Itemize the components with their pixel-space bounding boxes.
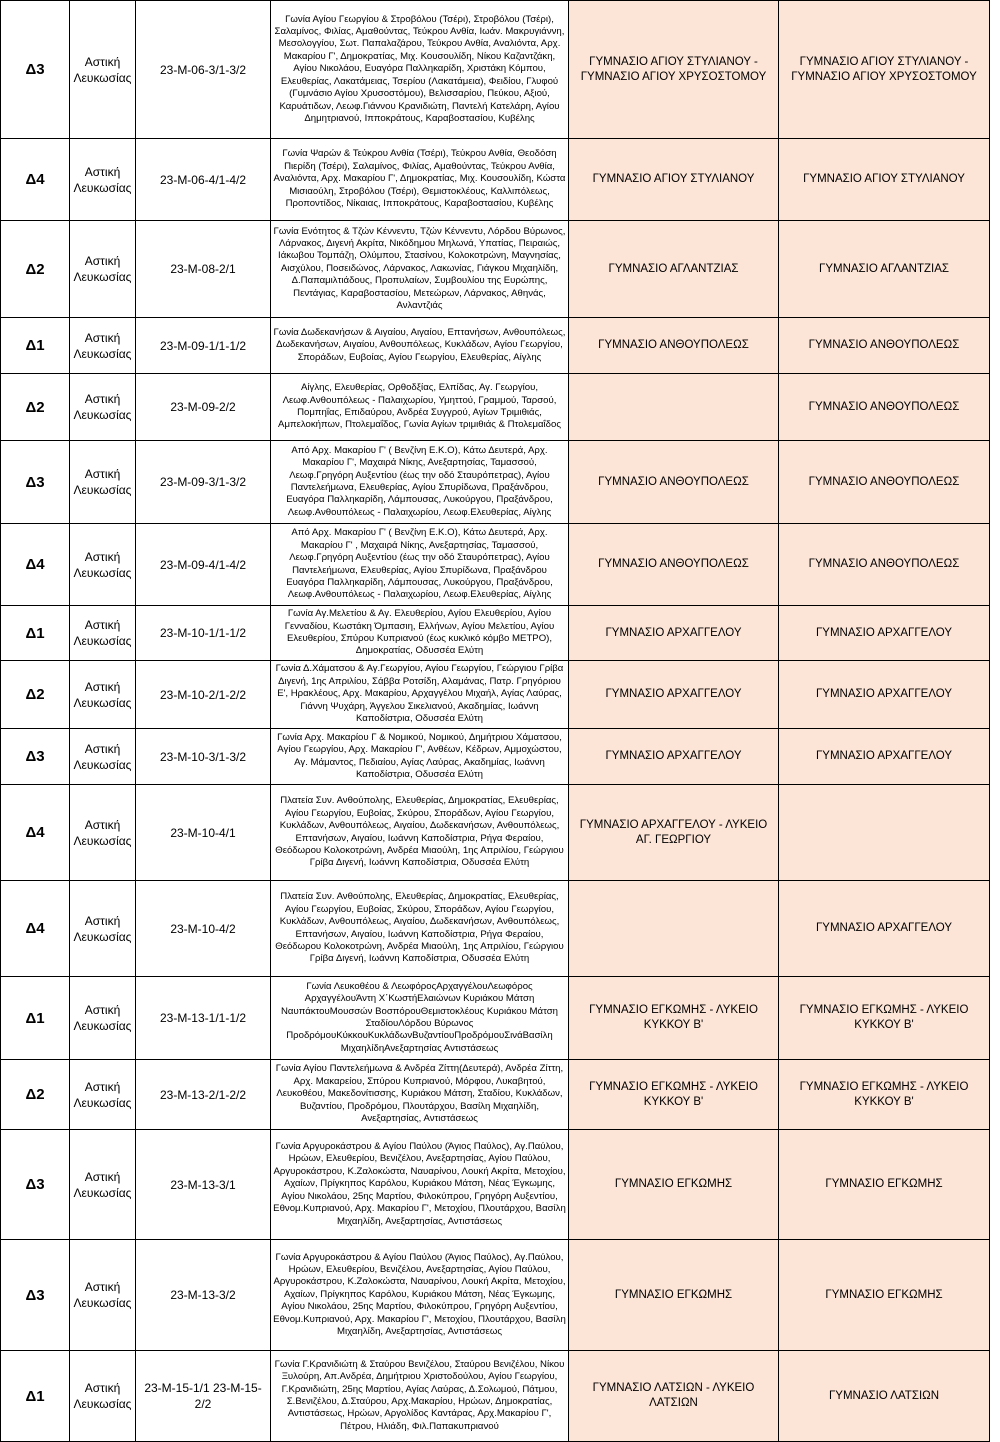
zone-cell: Δ2 xyxy=(1,661,70,729)
streets-cell: Γωνία Αγίου Γεωργίου & Στροβόλου (Τσέρι), Στροβόλου (Τσέρι), Σαλαμίνος, Φιλίας, Αμαθούντας, Τεύκρου Ανθία, Ιωάν. Μακρυγιάννη, Μεσολογγίου, Σωτ. Παπαλαζάρου, Τεύκρου Ανθία, Αναλιόντα, Αρχ. Μακαρίου Γ', Δημοκρατίας, Μιχ. Κουσουλίδη, Νίκου Καζαντζάκη, Αγίου Νικολάου, Ευαγόρα Παλληκαρίδη, Χριστάκη Κόμπου, Ελευθερίας, Λακατάμειας, Τσερίου (Λακατάμεια), Φειδίου, Γλυφού (Γυμνάσιο Αγίου Χρυσοστόμου), Βελισσαρίου, Πεύκου, Αξιού, Καρυάτιδων, Λεωφ.Γιάννου Κρανιδιώτη, Παντελή Κατελάρη, Αγίου Δημητριανού, Ιπποκράτους, Καραβοστασίου, Κυβέλης xyxy=(271,1,569,139)
table-row xyxy=(1,606,990,661)
zone-cell: Δ2 xyxy=(1,374,70,441)
streets-cell: Πλατεία Συν. Ανθούπολης, Ελευθερίας, Δημοκρατίας, Ελευθερίας, Αγίου Γεωργίου, Ευβοίας, Σκύρου, Σποράδων, Αγίου Γεωργίου, Κυκλάδων, Ανθουπόλεως, Αιγαίου, Δωδεκανήσων, Ανθουπόλεως, Επτανήσων, Αιγαίου, Ιωάννη Καποδίστρια, Ρήγα Φεραίου, Θεόδωρου Κολοκοτρώνη, Ανδρέα Μιαούλη, 1ης Απριλίου, Γεώργιου Γρίβα Διγενή, Ιωάννη Καποδίστρια, Οδυσσέα Ελύτη xyxy=(271,881,569,977)
zone-cell: Δ4 xyxy=(1,785,70,881)
zone-cell: Δ3 xyxy=(1,441,70,524)
streets-cell: Από Αρχ. Μακαρίου Γ' ( Βενζίνη Ε.Κ.Ο), Κάτω Δευτερά, Αρχ. Μακαρίου Γ', Μαχαιρά Νίκης, Ανεξαρτησίας, Ταμασσού, Λεωφ.Γρηγόρη Αυξεντίου (έως την οδό Σταυρόπετρας), Αγίου Παντελεήμωνα, Ελευθερίας, Αγίου Σπυρίδωνα, Πραξάνδρου, Ευαγόρα Παλληκαρίδη, Λάμπουσας, Λυκούργου, Πραξάνδρου, Λεωφ.Ανθουπόλεως - Παλαιχωρίου, Λεωφ.Ελευθερίας, Αίγλης xyxy=(271,441,569,524)
route-code-cell: 23-M-13-3/2 xyxy=(136,1240,271,1351)
zone-cell: Δ1 xyxy=(1,318,70,374)
streets-cell: Πλατεία Συν. Ανθούπολης, Ελευθερίας, Δημοκρατίας, Ελευθερίας, Αγίου Γεωργίου, Ευβοίας, Σκύρου, Σποράδων, Αγίου Γεωργίου, Κυκλάδων, Ανθουπόλεως, Αιγαίου, Δωδεκανήσων, Ανθουπόλεως, Επτανήσων, Αιγαίου, Ιωάννη Καποδίστρια, Ρήγα Φεραίου, Θεόδωρου Κολοκοτρώνη, Ανδρέα Μιαούλη, 1ης Απριλίου, Γεώργιου Γρίβα Διγενή, Ιωάννη Καποδίστρια, Οδυσσέα Ελύτη xyxy=(271,785,569,881)
zone-cell: Δ1 xyxy=(1,977,70,1060)
table-row xyxy=(1,977,990,1060)
table-row xyxy=(1,1,990,139)
table-row xyxy=(1,1240,990,1351)
school-b-cell: ΓΥΜΝΑΣΙΟ ΑΓΙΟΥ ΣΤΥΛΙΑΝΟΥ xyxy=(779,139,990,221)
area-cell: Αστική Λευκωσίας xyxy=(70,1,136,139)
area-cell: Αστική Λευκωσίας xyxy=(70,524,136,606)
area-cell: Αστική Λευκωσίας xyxy=(70,977,136,1060)
school-a-cell: ΓΥΜΝΑΣΙΟ ΑΝΘΟΥΠΟΛΕΩΣ xyxy=(569,318,779,374)
table-row xyxy=(1,1060,990,1130)
route-code-cell: 23-M-15-1/1 23-M-15-2/2 xyxy=(136,1351,271,1442)
school-b-cell: ΓΥΜΝΑΣΙΟ ΑΝΘΟΥΠΟΛΕΩΣ xyxy=(779,374,990,441)
school-a-cell: ΓΥΜΝΑΣΙΟ ΑΝΘΟΥΠΟΛΕΩΣ xyxy=(569,441,779,524)
area-cell: Αστική Λευκωσίας xyxy=(70,729,136,785)
streets-cell: Γωνία Ενότητος & Τζών Κέννεντυ, Τζών Κέννεντυ, Λόρδου Βύρωνος, Λάρνακος, Διγενή Ακρίτα, Νικόδημου Μηλωνά, Υπατίας, Πειραιώς, Ιάκωβου Τομπάζη, Ολύμπου, Στασίνου, Κολοκοτρώνη, Μαγνησίας, Αισχύλου, Ποσειδώνος, Λάρνακος, Λακωνίας, Γιάγκου Μιχαηλίδη, Δ.Παπαμιλτιάδους, Προπυλαίων, Συμβουλίου της Ευρώπης, Πεντάγιας, Καραβοστασίου, Μετεώρων, Λάρνακος, Αθηνάς, Ανλαντζιάς xyxy=(271,221,569,318)
route-code-cell: 23-M-10-2/1-2/2 xyxy=(136,661,271,729)
school-b-cell: ΓΥΜΝΑΣΙΟ ΑΝΘΟΥΠΟΛΕΩΣ xyxy=(779,524,990,606)
school-b-cell: ΓΥΜΝΑΣΙΟ ΕΓΚΩΜΗΣ - ΛΥΚΕΙΟ ΚΥΚΚΟΥ Β' xyxy=(779,1060,990,1130)
streets-cell: Γωνία Αργυροκάστρου & Αγίου Παύλου (Άγιος Παύλος), Αγ.Παύλου, Ηρώων, Ελευθερίου, Βενιζέλου, Ανεξαρτησίας, Αγίου Παύλου, Αργυροκάστρου, Κ.Ζαλοκώστα, Ναυαρίνου, Λουκή Ακρίτα, Μετοχίου, Αχαίων, Πρίγκηπος Καρόλου, Κυριάκου Μάτση, Νέας Έγκωμης, Αγίου Νικολάου, 25ης Μαρτίου, Φιλοκύπρου, Γρηγόρη Αυξεντίου, Εθνομ.Κυπριανού, Αρχ. Μακαρίου Γ', Μετοχίου, Πλουτάρχου, Βασίλη Μιχαηλίδη, Ανεξαρτησίας, Αντιστάσεως xyxy=(271,1130,569,1240)
school-a-cell: ΓΥΜΝΑΣΙΟ ΑΡΧΑΓΓΕΛΟΥ xyxy=(569,729,779,785)
table-row xyxy=(1,374,990,441)
table-row xyxy=(1,524,990,606)
school-b-cell: ΓΥΜΝΑΣΙΟ ΕΓΚΩΜΗΣ xyxy=(779,1130,990,1240)
school-a-cell: ΓΥΜΝΑΣΙΟ ΕΓΚΩΜΗΣ xyxy=(569,1240,779,1351)
school-a-cell: ΓΥΜΝΑΣΙΟ ΑΡΧΑΓΓΕΛΟΥ xyxy=(569,606,779,661)
area-cell: Αστική Λευκωσίας xyxy=(70,374,136,441)
streets-cell: Γωνία Ψαρών & Τεύκρου Ανθία (Τσέρι), Τεύκρου Ανθία, Θεοδόση Πιερίδη (Τσέρι), Σαλαμίνος, Φιλίας, Αμαθούντας, Τεύκρου Ανθία, Αναλιόντα, Αρχ. Μακαρίου Γ', Δημοκρατίας, Μιχ. Κουσουλίδη, Κώστα Μισιαούλη, Στροβόλου (Τσέρι), Θεμιστοκλέους, Καλλιπόλεως, Προποντίδος, Νίκαιας, Ιπποκράτους, Καραβοστασίου, Κυβέλης xyxy=(271,139,569,221)
route-code-cell: 23-M-10-1/1-1/2 xyxy=(136,606,271,661)
school-a-cell: ΓΥΜΝΑΣΙΟ ΕΓΚΩΜΗΣ - ΛΥΚΕΙΟ ΚΥΚΚΟΥ Β' xyxy=(569,977,779,1060)
route-code-cell: 23-M-06-3/1-3/2 xyxy=(136,1,271,139)
table-row xyxy=(1,785,990,881)
zone-cell: Δ2 xyxy=(1,1060,70,1130)
school-b-cell: ΓΥΜΝΑΣΙΟ ΑΓΛΑΝΤΖΙΑΣ xyxy=(779,221,990,318)
route-code-cell: 23-M-13-1/1-1/2 xyxy=(136,977,271,1060)
streets-cell: Γωνία Δ.Χάματσου & Αγ.Γεωργίου, Αγίου Γεωργίου, Γεώργιου Γρίβα Διγενή, 1ης Απριλίου, Σάββα Ροτσίδη, Αλαμάνας, Πατρ. Γρηγόριου Ε', Ηρακλέους, Αρχ. Μακαρίου, Αρχαγγέλου Μιχαήλ, Αγίας Λαύρας, Γιάννη Ψυχάρη, Άγγελου Σικελιανού, Ακαδημίας, Ιωάννη Καποδίστρια, Οδυσσέα Ελύτη xyxy=(271,661,569,729)
area-cell: Αστική Λευκωσίας xyxy=(70,139,136,221)
area-cell: Αστική Λευκωσίας xyxy=(70,1130,136,1240)
route-code-cell: 23-M-09-2/2 xyxy=(136,374,271,441)
school-a-cell xyxy=(569,374,779,441)
school-b-cell: ΓΥΜΝΑΣΙΟ ΑΝΘΟΥΠΟΛΕΩΣ xyxy=(779,441,990,524)
streets-cell: Γωνία Αρχ. Μακαρίου Γ & Νομικού, Νομικού, Δημήτριου Χάματσου, Αγίου Γεωργίου, Αρχ. Μακαρίου Γ', Ανθέων, Κέδρων, Αμμοχώστου, Αγ. Μάμαντος, Πεδιαίου, Αγίας Λαύρας, Ακαδημίας, Ιωάννη Καποδίστρια, Οδυσσέα Ελύτη xyxy=(271,729,569,785)
area-cell: Αστική Λευκωσίας xyxy=(70,318,136,374)
school-b-cell: ΓΥΜΝΑΣΙΟ ΑΝΘΟΥΠΟΛΕΩΣ xyxy=(779,318,990,374)
school-b-cell xyxy=(779,785,990,881)
area-cell: Αστική Λευκωσίας xyxy=(70,221,136,318)
area-cell: Αστική Λευκωσίας xyxy=(70,606,136,661)
school-a-cell: ΓΥΜΝΑΣΙΟ ΕΓΚΩΜΗΣ - ΛΥΚΕΙΟ ΚΥΚΚΟΥ Β' xyxy=(569,1060,779,1130)
table-row xyxy=(1,1351,990,1442)
table-row xyxy=(1,441,990,524)
streets-cell: Γωνία Αγίου Παντελεήμωνα & Ανδρέα Ζίττη(Δευτερά), Ανδρέα Ζίττη, Αρχ. Μακαρείου, Σπύρου Κυπριανού, Μόρφου, Λυκαβητού, Λευκοθέου, Μακεδονίτισσης, Κυριάκου Μάτση, Σταδίου, Κυκλάδων, Βυζαντίου, Προδρόμου, Πλουτάρχου, Βασίλη Μιχαηλίδη, Ανεξαρτησίας, Αντιστάσεως xyxy=(271,1060,569,1130)
school-b-cell: ΓΥΜΝΑΣΙΟ ΑΡΧΑΓΓΕΛΟΥ xyxy=(779,729,990,785)
school-a-cell: ΓΥΜΝΑΣΙΟ ΕΓΚΩΜΗΣ xyxy=(569,1130,779,1240)
table-row xyxy=(1,1130,990,1240)
school-a-cell: ΓΥΜΝΑΣΙΟ ΑΝΘΟΥΠΟΛΕΩΣ xyxy=(569,524,779,606)
school-a-cell: ΓΥΜΝΑΣΙΟ ΑΡΧΑΓΓΕΛΟΥ xyxy=(569,661,779,729)
area-cell: Αστική Λευκωσίας xyxy=(70,1060,136,1130)
zone-cell: Δ3 xyxy=(1,729,70,785)
zone-cell: Δ3 xyxy=(1,1130,70,1240)
school-b-cell: ΓΥΜΝΑΣΙΟ ΑΡΧΑΓΓΕΛΟΥ xyxy=(779,661,990,729)
area-cell: Αστική Λευκωσίας xyxy=(70,785,136,881)
area-cell: Αστική Λευκωσίας xyxy=(70,441,136,524)
school-a-cell: ΓΥΜΝΑΣΙΟ ΛΑΤΣΙΩΝ - ΛΥΚΕΙΟ ΛΑΤΣΙΩΝ xyxy=(569,1351,779,1442)
zone-cell: Δ4 xyxy=(1,524,70,606)
area-cell: Αστική Λευκωσίας xyxy=(70,1351,136,1442)
school-b-cell: ΓΥΜΝΑΣΙΟ ΑΓΙΟΥ ΣΤΥΛΙΑΝΟΥ - ΓΥΜΝΑΣΙΟ ΑΓΙΟΥ ΧΡΥΣΟΣΤΟΜΟΥ xyxy=(779,1,990,139)
school-a-cell: ΓΥΜΝΑΣΙΟ ΑΡΧΑΓΓΕΛΟΥ - ΛΥΚΕΙΟ ΑΓ. ΓΕΩΡΓΙΟΥ xyxy=(569,785,779,881)
route-code-cell: 23-M-09-1/1-1/2 xyxy=(136,318,271,374)
table-row xyxy=(1,661,990,729)
streets-cell: Από Αρχ. Μακαρίου Γ' ( Βενζίνη Ε.Κ.Ο), Κάτω Δευτερά, Αρχ. Μακαρίου Γ' , Μαχαιρά Νίκης, Ανεξαρτησίας, Ταμασσού, Λεωφ.Γρηγόρη Αυξεντίου (έως την οδό Σταυρόπετρας), Αγίου Παντελεήμωνα, Ελευθερίας, Αγίου Σπυρίδωνα, Πραξάνδρου Ευαγόρα Παλληκαρίδη, Λάμπουσας, Λυκούργου, Πραξάνδρου, Λεωφ.Ανθουπόλεως - Παλαιχωρίου, Λεωφ.Ελευθερίας, Αίγλης xyxy=(271,524,569,606)
table-row xyxy=(1,318,990,374)
school-b-cell: ΓΥΜΝΑΣΙΟ ΕΓΚΩΜΗΣ xyxy=(779,1240,990,1351)
school-b-cell: ΓΥΜΝΑΣΙΟ ΑΡΧΑΓΓΕΛΟΥ xyxy=(779,881,990,977)
streets-cell: Γωνία Γ.Κρανιδιώτη & Σταύρου Βενιζέλου, Σταύρου Βενιζέλου, Νίκου Ξυλούρη, Απ.Ανδρέα, Δημήτριου Χριστοδούλου, Αγίου Γεωργίου, Γ.Κρανιδιώτη, 25ης Μαρτίου, Αγίας Λαύρας, Δ.Σολωμού, Πάτμου, Σ.Βενιζέλου, Δ.Σταύρου, Αρχ.Μακαρίου, Ηρώων, Δημοκρατίας, Αντιστάσεως, Ηρώων, Αργολίδος Καντάρας, Αρχ.Μακαρίου Γ', Πέτρου, Ηλιάδη, Φιλ.Παπακυπριανού xyxy=(271,1351,569,1442)
streets-cell: Γωνία Λευκοθέου & ΛεωφόροςΑρχαγγέλουΛεωφόρος ΑρχαγγέλουΆντη Χ΄ΚωστήΕλαιώνων Κυριάκου Μάτση ΝαυπάκτουΜουσσών ΒοσπόρουΘεμιστοκλέους Κυριάκου Μάτση ΣταδίουΛόρδου Βύρωνος ΠροδρόμουΚύκκουΚυκλάδωνΒυζαντίουΠροδρόμουΣινάΒασίλη ΜιχαηλίδηΑνεξαρτησίας Αντιστάσεως xyxy=(271,977,569,1060)
streets-cell: Γωνία Αγ.Μελετίου & Αγ. Ελευθερίου, Αγίου Ελευθερίου, Αγίου Γενναδίου, Κωστάκη Όμπασιη, Ελλήνων, Αγίου Μελετίου, Αγίου Ελευθερίου, Σπύρου Κυπριανού (έως κυκλικό κόμβο ΜΕΤΡΟ), Δημοκρατίας, Οδυσσέα Ελύτη xyxy=(271,606,569,661)
area-cell: Αστική Λευκωσίας xyxy=(70,881,136,977)
route-code-cell: 23-M-09-3/1-3/2 xyxy=(136,441,271,524)
route-code-cell: 23-M-08-2/1 xyxy=(136,221,271,318)
table-row xyxy=(1,881,990,977)
zone-cell: Δ4 xyxy=(1,881,70,977)
school-b-cell: ΓΥΜΝΑΣΙΟ ΛΑΤΣΙΩΝ xyxy=(779,1351,990,1442)
zone-cell: Δ1 xyxy=(1,606,70,661)
school-a-cell: ΓΥΜΝΑΣΙΟ ΑΓΛΑΝΤΖΙΑΣ xyxy=(569,221,779,318)
route-code-cell: 23-M-06-4/1-4/2 xyxy=(136,139,271,221)
zone-cell: Δ4 xyxy=(1,139,70,221)
streets-cell: Γωνία Δωδεκανήσων & Αιγαίου, Αιγαίου, Επτανήσων, Ανθουπόλεως, Δωδεκανήσων, Αιγαίου, Ανθουπόλεως, Κυκλάδων, Αγίου Γεωργίου, Σποράδων, Ευβοίας, Αγίου Γεωργίου, Ελευθερίας, Αίγλης xyxy=(271,318,569,374)
route-code-cell: 23-M-10-3/1-3/2 xyxy=(136,729,271,785)
route-code-cell: 23-M-10-4/1 xyxy=(136,785,271,881)
route-code-cell: 23-M-13-2/1-2/2 xyxy=(136,1060,271,1130)
school-a-cell xyxy=(569,881,779,977)
streets-cell: Αίγλης, Ελευθερίας, Ορθοδξίας, Ελπίδας, Αγ. Γεωργίου, Λεωφ.Ανθουπόλεως - Παλαιχωρίου, Υμηττού, Γραμμού, Ταρσού, Πομπηΐας, Επιδαύρου, Ανδρέα Συγγρού, Αγίων Τριμιθιάς, Αμπελοκήπων, Πτολεμαΐδος, Γωνία Αγίων τριμιθιάς & Πτολεμαΐδος xyxy=(271,374,569,441)
table-row xyxy=(1,221,990,318)
route-code-cell: 23-M-09-4/1-4/2 xyxy=(136,524,271,606)
school-a-cell: ΓΥΜΝΑΣΙΟ ΑΓΙΟΥ ΣΤΥΛΙΑΝΟΥ - ΓΥΜΝΑΣΙΟ ΑΓΙΟΥ ΧΡΥΣΟΣΤΟΜΟΥ xyxy=(569,1,779,139)
route-code-cell: 23-M-10-4/2 xyxy=(136,881,271,977)
zone-cell: Δ2 xyxy=(1,221,70,318)
area-cell: Αστική Λευκωσίας xyxy=(70,1240,136,1351)
streets-cell: Γωνία Αργυροκάστρου & Αγίου Παύλου (Άγιος Παύλος), Αγ.Παύλου, Ηρώων, Ελευθερίου, Βενιζέλου, Ανεξαρτησίας, Αγίου Παύλου, Αργυροκάστρου, Κ.Ζαλοκώστα, Ναυαρίνου, Λουκή Ακρίτα, Μετοχίου, Αχαίων, Πρίγκηπος Καρόλου, Κυριάκου Μάτση, Νέας Έγκωμης, Αγίου Νικολάου, 25ης Μαρτίου, Φιλοκύπρου, Γρηγόρη Αυξεντίου, Εθνομ.Κυπριανού, Αρχ. Μακαρίου Γ', Μετοχίου, Πλουτάρχου, Βασίλη Μιχαηλίδη, Ανεξαρτησίας, Αντιστάσεως xyxy=(271,1240,569,1351)
route-code-cell: 23-M-13-3/1 xyxy=(136,1130,271,1240)
zone-cell: Δ1 xyxy=(1,1351,70,1442)
table-row xyxy=(1,139,990,221)
school-b-cell: ΓΥΜΝΑΣΙΟ ΑΡΧΑΓΓΕΛΟΥ xyxy=(779,606,990,661)
area-cell: Αστική Λευκωσίας xyxy=(70,661,136,729)
zone-cell: Δ3 xyxy=(1,1240,70,1351)
zone-cell: Δ3 xyxy=(1,1,70,139)
school-b-cell: ΓΥΜΝΑΣΙΟ ΕΓΚΩΜΗΣ - ΛΥΚΕΙΟ ΚΥΚΚΟΥ Β' xyxy=(779,977,990,1060)
table-row xyxy=(1,729,990,785)
school-a-cell: ΓΥΜΝΑΣΙΟ ΑΓΙΟΥ ΣΤΥΛΙΑΝΟΥ xyxy=(569,139,779,221)
